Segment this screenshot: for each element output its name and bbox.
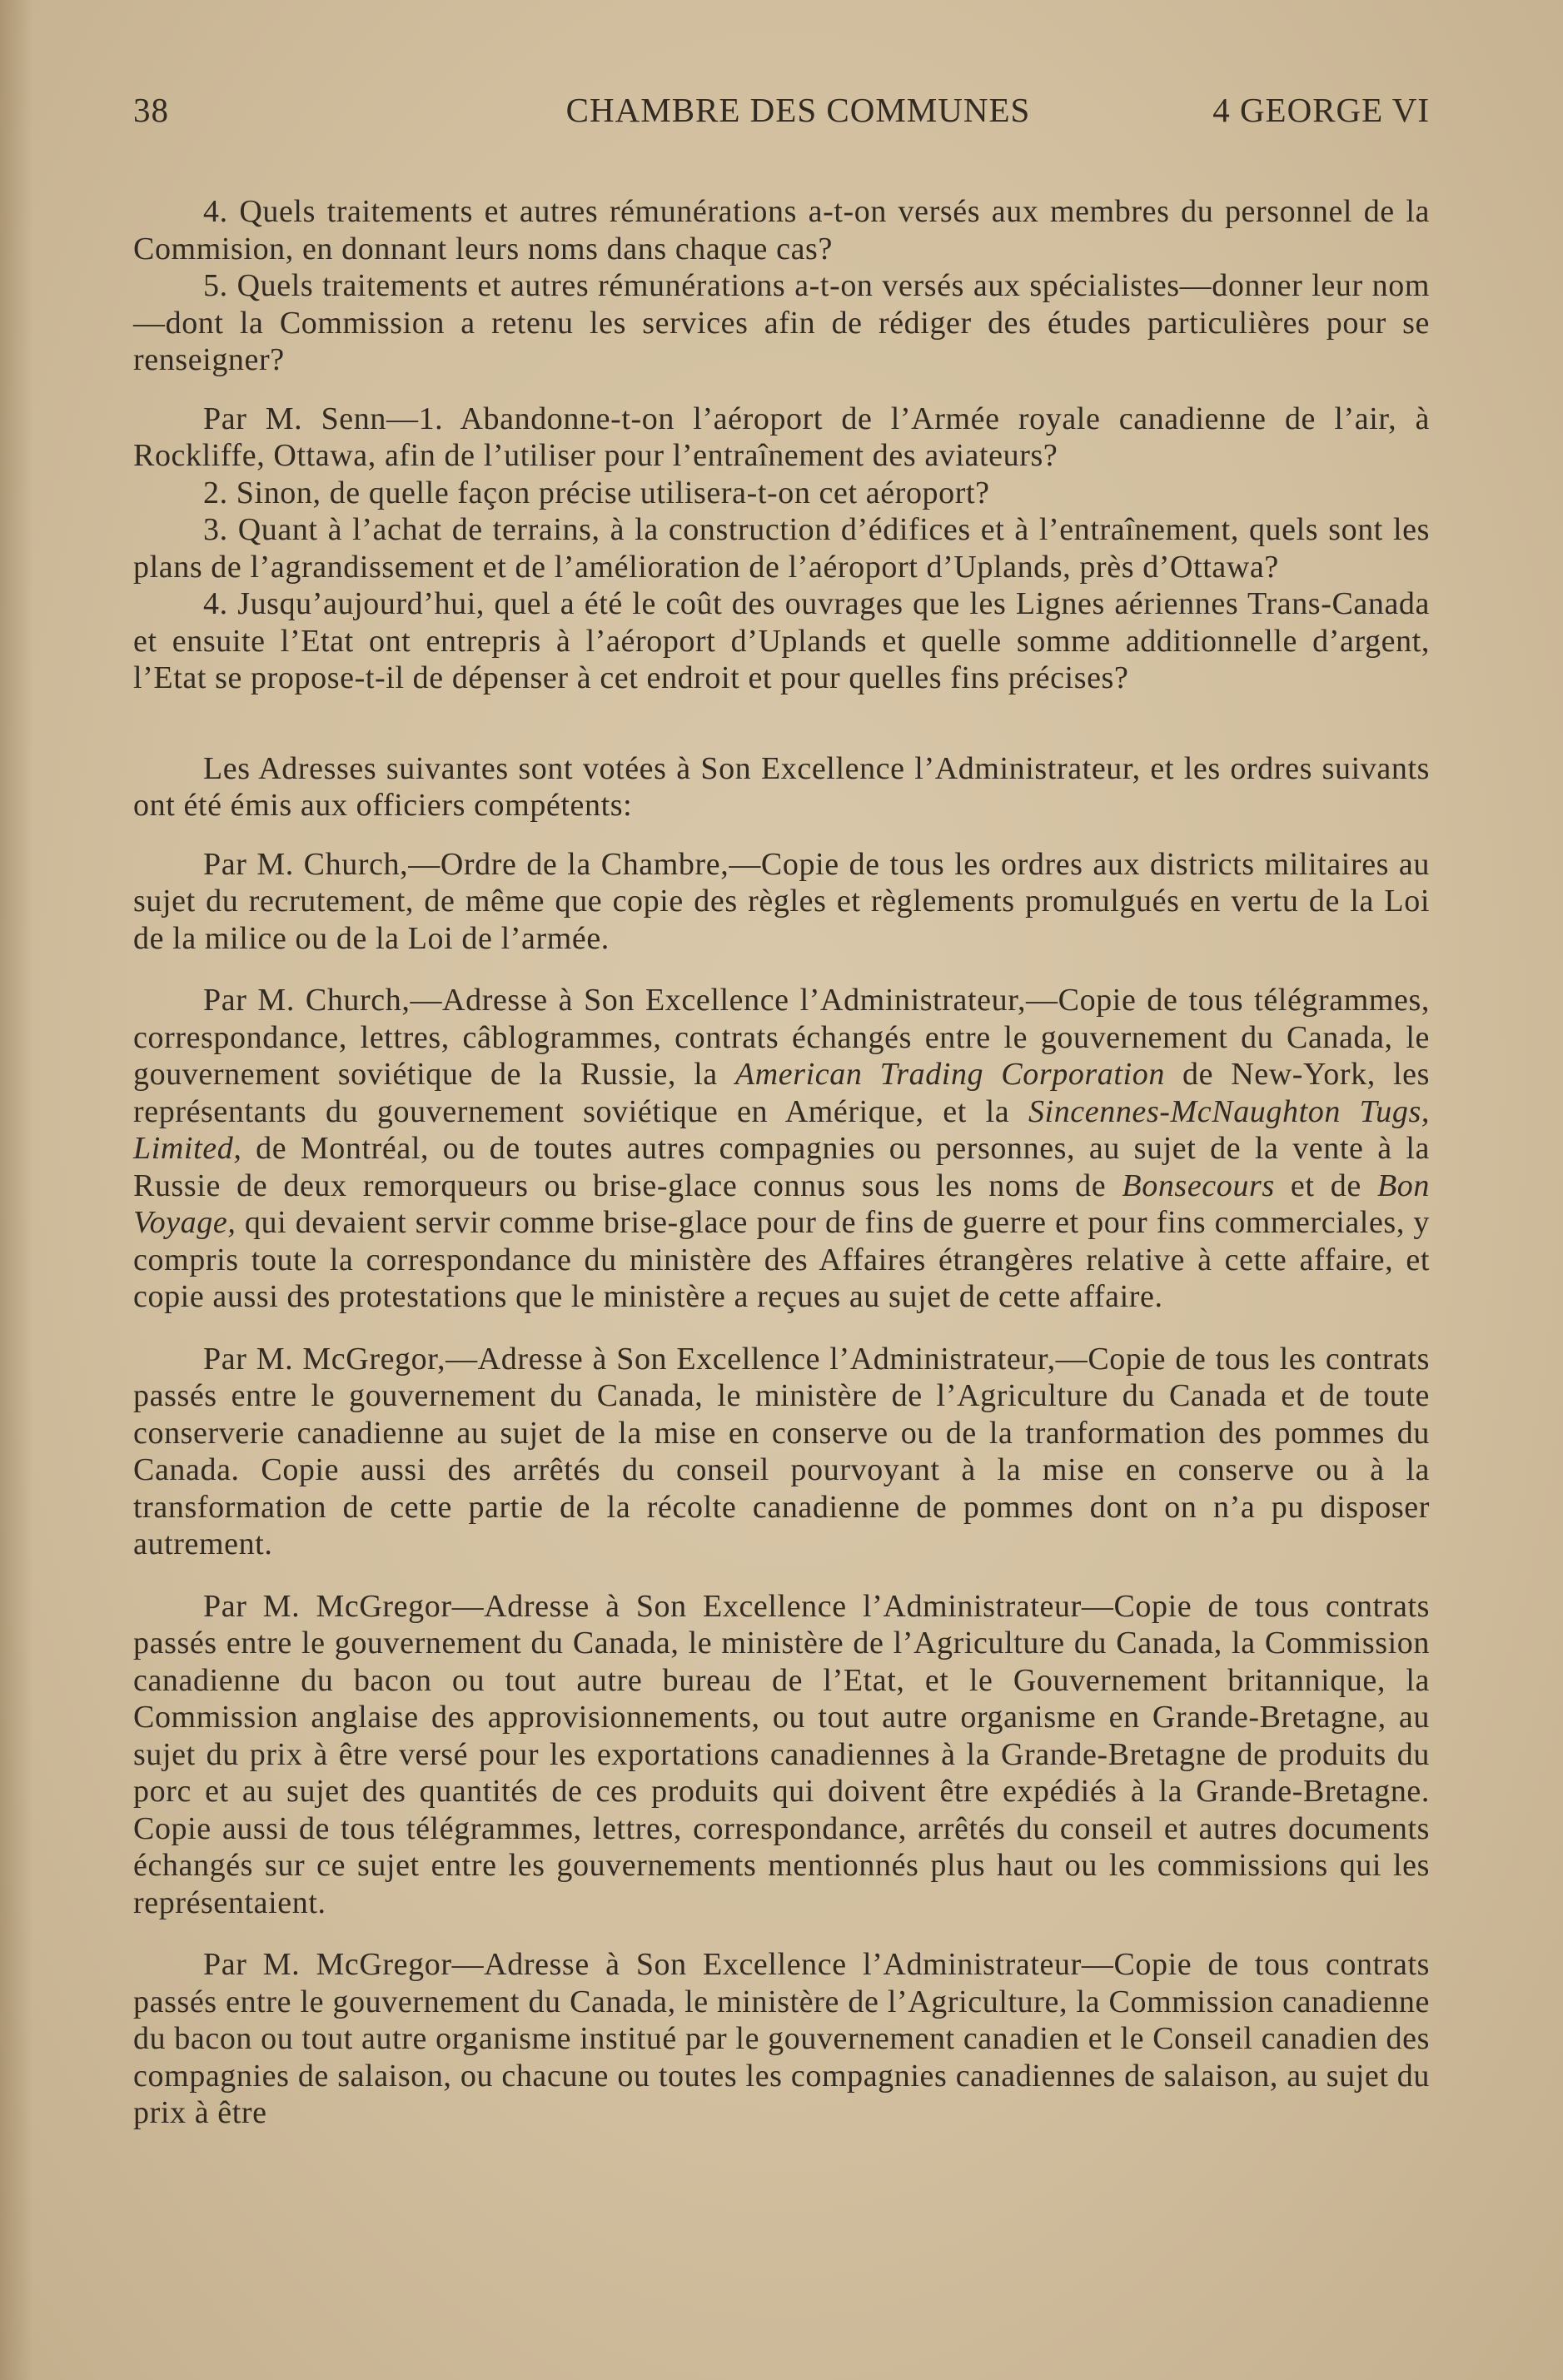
- mcgregor-address-3-paragraph: Par M. McGregor—Adresse à Son Excellence l’Administrateur—Copie de tous contrats passés entre le gouvernement du Canada, le ministère de l’Agriculture, la Commission canadienne du bacon ou tout autre organisme institué par le gouvernement canadien et le Conseil canadien des compagnies de salaison, ou chacune ou toutes les compagnies canadiennes de salaison, au sujet du prix à être: [133, 1947, 1430, 2130]
- running-header: [133, 90, 1430, 140]
- text-run: de Montréal, ou de toutes autres compagnies ou personnes, au sujet de la vente à la Russie de deux remorqueurs ou brise-glace connus sous les noms de: [133, 1131, 1430, 1203]
- question-5-paragraph: 5. Quels traitements et autres rémunérations a-t-on versés aux spécialistes—donner leur nom—dont la Commission a retenu les services afin de rédiger des études particulières pour se renseigner?: [133, 268, 1430, 377]
- church-order-paragraph: Par M. Church,—Ordre de la Chambre,—Copie de tous les ordres aux districts militaires au sujet du recrutement, de même que copie des règles et règlements promulgués en vertu de la Loi de la milice ou de la Loi de l’armée.: [133, 846, 1430, 956]
- text-run: et de: [1274, 1168, 1377, 1203]
- vessel-name-italic: Bonsecours: [1122, 1168, 1275, 1203]
- text-run: qui devaient servir comme brise-glace pour de fins de guerre et pour fins commerciales, y compris toute la correspondance du ministère des Affaires étrangères relative à cette affaire, et copie aussi des protestations que le ministère a reçues au sujet de cette affaire.: [133, 1205, 1430, 1314]
- page-title: CHAMBRE DES COMMUNES: [565, 91, 1031, 129]
- adresses-intro-paragraph: Les Adresses suivantes sont votées à Son Excellence l’Administrateur, et les ordres suivants ont été émis aux officiers compétents:: [133, 750, 1430, 823]
- company-name-italic: American Trading Corporation: [734, 1057, 1165, 1092]
- body-text: [133, 193, 1430, 2132]
- reign-label: 4 GEORGE VI: [1212, 91, 1430, 129]
- text-run: de New-York, les représentants du gouvernement soviétique en Amérique, et la: [133, 1057, 1430, 1129]
- senn-question-3-paragraph: 3. Quant à l’achat de terrains, à la construction d’édifices et à l’entraînement, quels sont les plans de l’agrandissement et de l’amélioration de l’aéroport d’Uplands, près d’Ottawa?: [133, 512, 1430, 585]
- page-number: 38: [133, 91, 169, 129]
- mcgregor-address-1-paragraph: Par M. McGregor,—Adresse à Son Excellence l’Administrateur,—Copie de tous les contrats passés entre le gouvernement du Canada, le ministère de l’Agriculture du Canada et de toute conserverie canadienne au sujet de la mise en conserve ou de la tranformation des pommes du Canada. Copie aussi des arrêtés du conseil pourvoyant à la mise en conserve ou à la transformation de cette partie de la récolte canadienne de pommes dont on n’a pu disposer autrement.: [133, 1341, 1430, 1561]
- company-name-italic: Sincennes-McNaughton Tugs, Limited,: [133, 1093, 1430, 1166]
- church-address-paragraph: [133, 982, 1430, 1316]
- vessel-name-italic: Bon Voyage,: [133, 1168, 1430, 1240]
- question-4-paragraph: 4. Quels traitements et autres rémunérations a-t-on versés aux membres du personnel de la Commision, en donnant leurs noms dans chaque cas?: [133, 194, 1430, 266]
- senn-question-2-paragraph: 2. Sinon, de quelle façon précise utilisera-t-on cet aéroport?: [203, 475, 990, 510]
- senn-question-4-paragraph: 4. Jusqu’aujourd’hui, quel a été le coût des ouvrages que les Lignes aériennes Trans-Canada et ensuite l’Etat ont entrepris à l’aéroport d’Uplands et quelle somme additionnelle d’argent, l’Etat se propose-t-il de dépenser à cet endroit et pour quelles fins précises?: [133, 586, 1430, 695]
- text-run: Par M. Church,—Adresse à Son Excellence l’Administrateur,—Copie de tous télégrammes, correspondance, lettres, câblogrammes, contrats échangés entre le gouvernement du Canada, le gouvernement soviétique de la Russie, la: [133, 983, 1430, 1092]
- senn-question-1-paragraph: Par M. Senn—1. Abandonne-t-on l’aéroport de l’Armée royale canadienne de l’air, à Rockliffe, Ottawa, afin de l’utiliser pour l’entraînement des aviateurs?: [133, 401, 1430, 473]
- mcgregor-address-2-paragraph: Par M. McGregor—Adresse à Son Excellence l’Administrateur—Copie de tous contrats passés entre le gouvernement du Canada, le ministère de l’Agriculture du Canada, la Commission canadienne du bacon ou tout autre bureau de l’Etat, et le Gouvernement britannique, la Commission anglaise des approvisionnements, ou tout autre organisme en Grande-Bretagne, au sujet du prix à être versé pour les exportations canadiennes à la Grande-Bretagne de produits du porc et au sujet des quantités de ces produits qui doivent être expédiés à la Grande-Bretagne. Copie aussi de tous télégrammes, lettres, correspondance, arrêtés du conseil et autres documents échangés sur ce sujet entre les gouvernements mentionnés plus haut ou les commissions qui les représentaient.: [133, 1588, 1430, 1920]
